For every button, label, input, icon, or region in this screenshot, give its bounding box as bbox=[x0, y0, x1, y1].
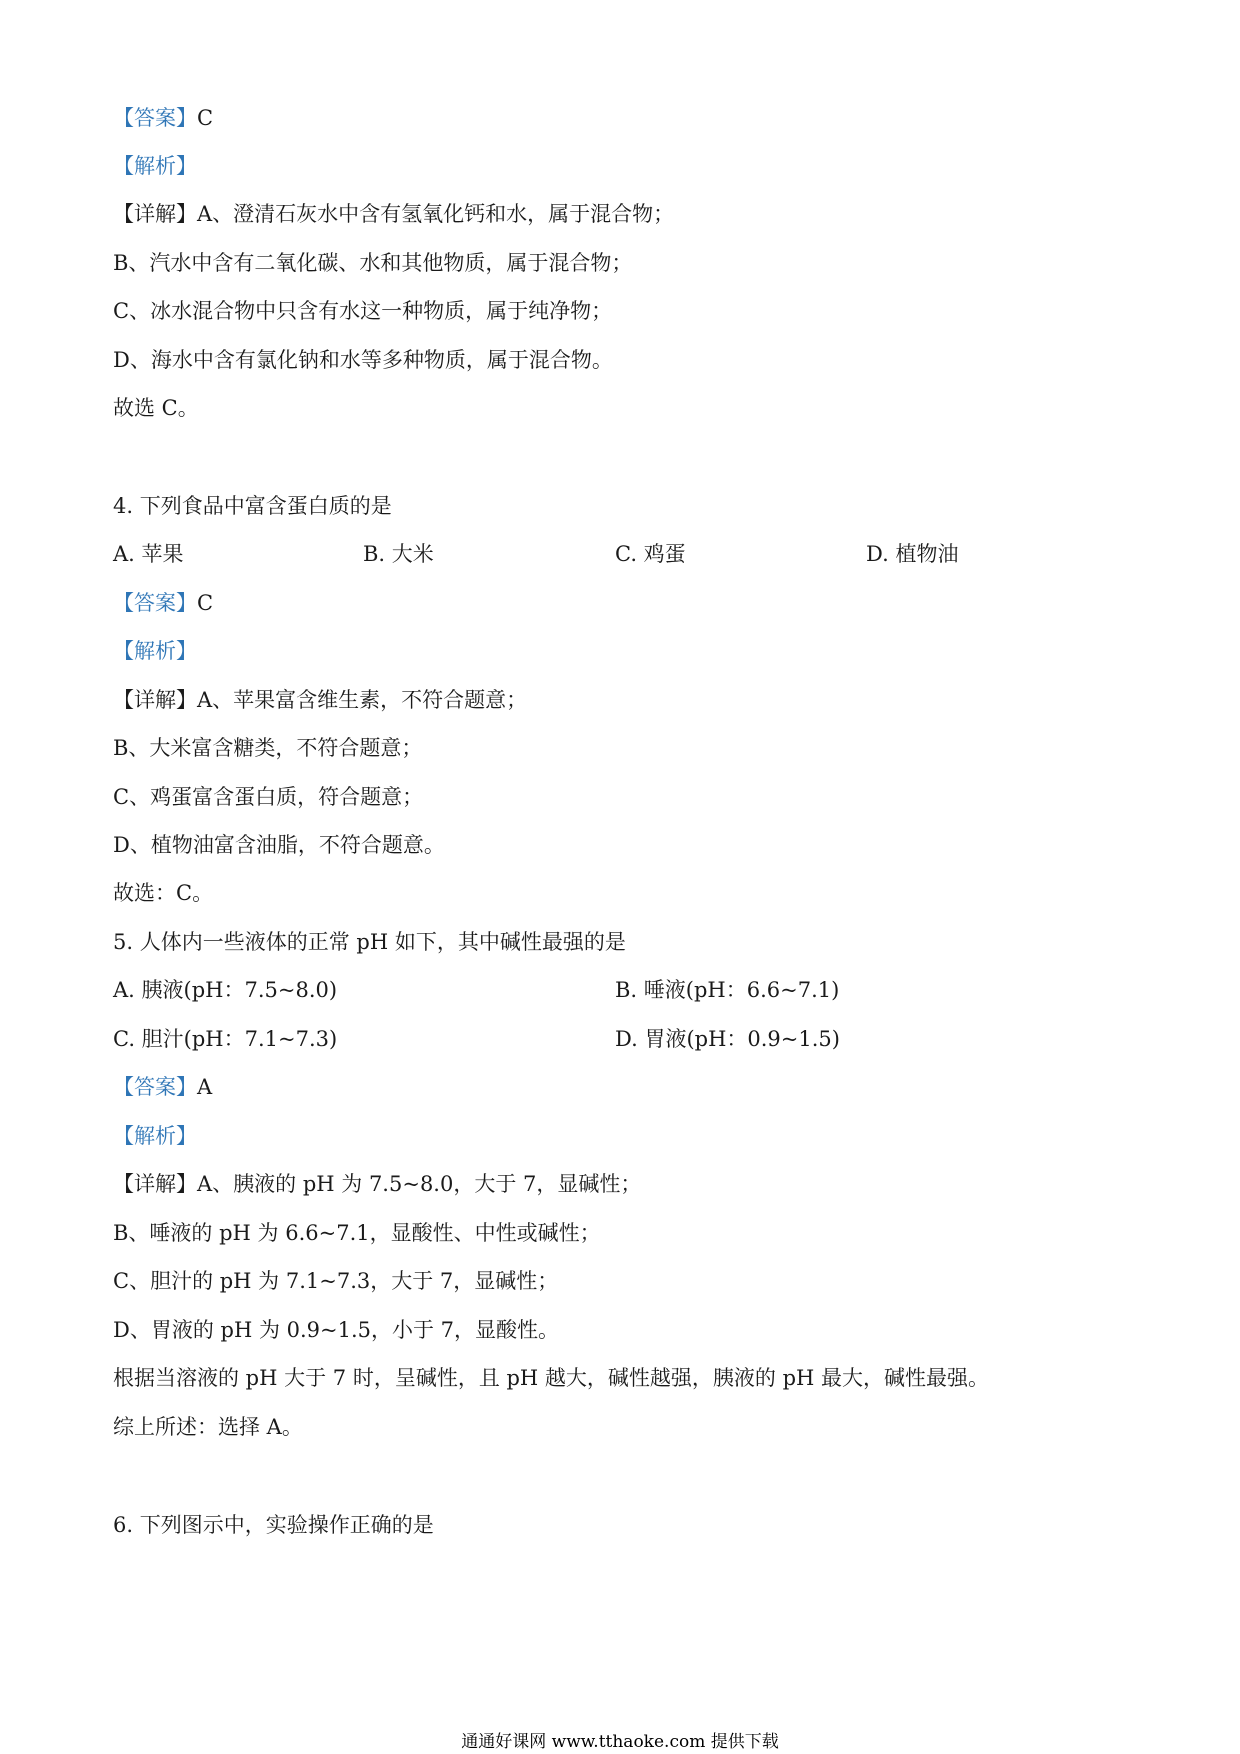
q5-option-b: B. 唾液(pH：6.6~7.1) bbox=[615, 978, 840, 1002]
q4-answer-value: C bbox=[197, 591, 214, 615]
analysis-tag: 【解析】 bbox=[113, 1124, 197, 1148]
q5-detail-d: D、胃液的 pH 为 0.9~1.5，小于 7，显酸性。 bbox=[113, 1318, 560, 1342]
q5-stem: 5. 人体内一些液体的正常 pH 如下，其中碱性最强的是 bbox=[113, 930, 626, 954]
q3-answer-value: C bbox=[197, 106, 214, 130]
q3-answer-line bbox=[113, 103, 213, 133]
q4-detail-c: C、鸡蛋富含蛋白质，符合题意； bbox=[113, 785, 424, 809]
q5-detail-text: A、胰液的 pH 为 7.5~8.0，大于 7，显碱性； bbox=[197, 1172, 642, 1196]
q5-conclusion: 综上所述：选择 A。 bbox=[113, 1415, 303, 1439]
page-footer: 通通好课网 www.tthaoke.com 提供下载 bbox=[461, 1732, 779, 1752]
q4-option-a: A. 苹果 bbox=[113, 542, 184, 566]
q5-detail-line bbox=[113, 1169, 641, 1199]
q3-detail-line bbox=[113, 199, 674, 229]
answer-tag: 【答案】 bbox=[113, 591, 197, 615]
q3-detail-d: D、海水中含有氯化钠和水等多种物质，属于混合物。 bbox=[113, 348, 613, 372]
q5-detail-b: B、唾液的 pH 为 6.6~7.1，显酸性、中性或碱性； bbox=[113, 1221, 601, 1245]
q4-option-b: B. 大米 bbox=[363, 542, 434, 566]
q3-detail-b: B、汽水中含有二氧化碳、水和其他物质，属于混合物； bbox=[113, 251, 633, 275]
analysis-tag: 【解析】 bbox=[113, 154, 197, 178]
q4-detail-line bbox=[113, 685, 527, 715]
q4-option-c: C. 鸡蛋 bbox=[615, 542, 686, 566]
q3-conclusion: 故选 C。 bbox=[113, 396, 199, 420]
q5-answer-value: A bbox=[197, 1075, 213, 1099]
q4-conclusion: 故选：C。 bbox=[113, 881, 214, 905]
q3-analysis-line bbox=[113, 151, 197, 181]
q4-option-d: D. 植物油 bbox=[866, 542, 959, 566]
q5-analysis-line bbox=[113, 1121, 197, 1151]
analysis-tag: 【解析】 bbox=[113, 639, 197, 663]
q4-detail-text: A、苹果富含维生素，不符合题意； bbox=[197, 688, 528, 712]
q3-detail-text: A、澄清石灰水中含有氢氧化钙和水，属于混合物； bbox=[197, 202, 675, 226]
answer-tag: 【答案】 bbox=[113, 106, 197, 130]
detail-tag: 【详解】 bbox=[113, 202, 197, 226]
q4-stem: 4. 下列食品中富含蛋白质的是 bbox=[113, 494, 392, 518]
q3-detail-c: C、冰水混合物中只含有水这一种物质，属于纯净物； bbox=[113, 299, 613, 323]
q5-option-a: A. 胰液(pH：7.5~8.0) bbox=[113, 978, 338, 1002]
q6-stem: 6. 下列图示中，实验操作正确的是 bbox=[113, 1513, 434, 1537]
q4-answer-line bbox=[113, 588, 213, 618]
q5-option-c: C. 胆汁(pH：7.1~7.3) bbox=[113, 1027, 338, 1051]
q4-detail-b: B、大米富含糖类，不符合题意； bbox=[113, 736, 423, 760]
detail-tag: 【详解】 bbox=[113, 688, 197, 712]
q5-option-d: D. 胃液(pH：0.9~1.5) bbox=[615, 1027, 840, 1051]
q5-answer-line bbox=[113, 1072, 212, 1102]
q4-analysis-line bbox=[113, 636, 197, 666]
detail-tag: 【详解】 bbox=[113, 1172, 197, 1196]
q4-detail-d: D、植物油富含油脂，不符合题意。 bbox=[113, 833, 445, 857]
answer-tag: 【答案】 bbox=[113, 1075, 197, 1099]
q5-detail-c: C、胆汁的 pH 为 7.1~7.3，大于 7，显碱性； bbox=[113, 1269, 559, 1293]
q5-reasoning: 根据当溶液的 pH 大于 7 时，呈碱性，且 pH 越大，碱性越强，胰液的 pH 最大，碱性最强。 bbox=[113, 1366, 990, 1390]
